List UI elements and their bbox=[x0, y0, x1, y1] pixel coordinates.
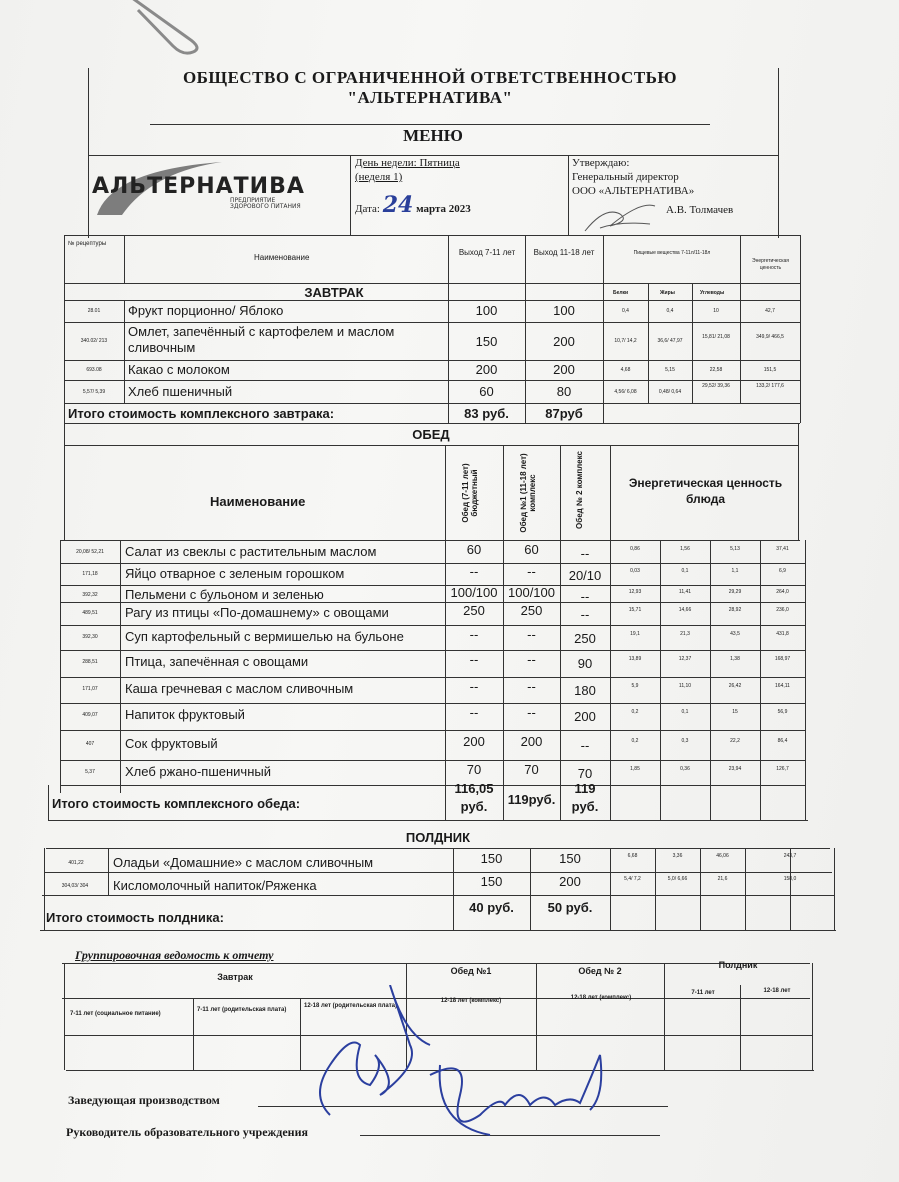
divider bbox=[88, 68, 89, 238]
lunch-cell-b: 200 bbox=[520, 734, 543, 749]
lunch-cell-f: 0,36 bbox=[680, 766, 690, 772]
divider bbox=[64, 445, 798, 446]
divider bbox=[503, 445, 504, 540]
lunch-cell-c: 70 bbox=[577, 766, 593, 781]
grouping-col-parent-12-18: 12-18 лет (родительская плата) bbox=[304, 1003, 398, 1009]
lunch-cell-rec: 288,51 bbox=[82, 659, 98, 665]
lunch-cell-a: -- bbox=[469, 705, 479, 720]
divider bbox=[60, 563, 805, 564]
lunch-cell-p: 0,03 bbox=[630, 568, 640, 574]
grouping-col-social: 7-11 лет (социальное питание) bbox=[70, 1011, 161, 1017]
lunch-cell-cb: 26,42 bbox=[728, 683, 742, 689]
lunch-cell-c: -- bbox=[580, 738, 590, 753]
col-header-lunch-budget: Обед (7-11 лет) бюджетный bbox=[461, 463, 479, 523]
divider bbox=[610, 540, 611, 820]
lunch-cell-e: 168,97 bbox=[774, 656, 791, 662]
col-header-output-11-18: Выход 11-18 лет bbox=[533, 248, 595, 257]
director-signature-icon bbox=[580, 196, 660, 236]
divider bbox=[60, 650, 805, 651]
sub-header-carbs: Углеводы bbox=[700, 290, 725, 296]
lunch-cell-c: -- bbox=[580, 546, 590, 561]
divider bbox=[445, 445, 446, 540]
lunch-cell-name: Каша гречневая с маслом сливочным bbox=[125, 681, 354, 696]
divider bbox=[46, 848, 830, 849]
divider bbox=[44, 848, 45, 930]
lunch-cell-p: 15,71 bbox=[628, 607, 642, 613]
lunch-cell-cb: 5,13 bbox=[730, 546, 740, 552]
lunch-cell-p: 0,86 bbox=[630, 546, 640, 552]
section-breakfast: ЗАВТРАК bbox=[304, 285, 364, 300]
approval-block: Утверждаю: Генеральный директор ООО «АЛЬТЕРНАТИВА» bbox=[572, 157, 695, 197]
lunch-cell-name: Суп картофельный с вермишелью на бульоне bbox=[125, 629, 404, 644]
lunch-cell-rec: 5,37 bbox=[85, 769, 95, 775]
lunch-cell-cb: 29,29 bbox=[728, 589, 742, 595]
grouping-col-lunch-2: 12-18 лет (комплекс) bbox=[570, 995, 632, 1001]
divider bbox=[60, 730, 805, 731]
divider bbox=[60, 585, 805, 586]
divider bbox=[610, 445, 611, 540]
lunch-cell-a: -- bbox=[469, 564, 479, 579]
lunch-cell-cb: 28,92 bbox=[728, 607, 742, 613]
divider bbox=[700, 848, 701, 930]
col-header-lunch-1: Обед №1 (11-18 лет) комплекс bbox=[519, 453, 537, 533]
org-line-1: ОБЩЕСТВО С ОГРАНИЧЕННОЙ ОТВЕТСТВЕННОСТЬЮ bbox=[182, 68, 678, 87]
divider bbox=[664, 963, 665, 1070]
snack-total-label: Итого стоимость полдника: bbox=[46, 910, 224, 925]
divider bbox=[60, 677, 805, 678]
divider bbox=[124, 300, 125, 403]
divider bbox=[42, 895, 834, 896]
lunch-total-label: Итого стоимость комплексного обеда: bbox=[52, 796, 301, 811]
logo bbox=[92, 160, 327, 222]
lunch-cell-rec: 407 bbox=[85, 741, 95, 747]
lunch-cell-name: Птица, запечённая с овощами bbox=[125, 654, 309, 669]
lunch-cell-p: 5,9 bbox=[631, 683, 639, 689]
divider bbox=[64, 235, 65, 423]
divider bbox=[660, 540, 661, 820]
lunch-cell-p: 0,2 bbox=[631, 738, 639, 744]
lunch-cell-rec: 409,07 bbox=[82, 712, 98, 718]
grouping-snack: Полдник bbox=[718, 960, 758, 970]
lunch-cell-cb: 15 bbox=[732, 709, 738, 715]
divider bbox=[44, 872, 832, 873]
lunch-cell-e: 264,0 bbox=[776, 589, 789, 595]
snack-total-7-11: 40 руб. bbox=[469, 900, 514, 915]
divider bbox=[193, 998, 194, 1070]
lunch-cell-b: -- bbox=[527, 705, 536, 720]
lunch-cell-f: 21,3 bbox=[680, 631, 690, 637]
col-header-recipe: № рецептуры bbox=[68, 241, 107, 247]
grouping-breakfast: Завтрак bbox=[217, 972, 253, 982]
divider bbox=[790, 848, 791, 930]
lunch-cell-f: 0,3 bbox=[681, 738, 689, 744]
grouping-col-snack-12-18: 12-18 лет bbox=[763, 988, 791, 994]
lunch-cell-p: 12,93 bbox=[628, 589, 642, 595]
lunch-cell-a: -- bbox=[469, 652, 479, 667]
col-header-output-7-11: Выход 7-11 лет bbox=[458, 248, 516, 257]
menu-sheet: ОБЩЕСТВО С ОГРАНИЧЕННОЙ ОТВЕТСТВЕННОСТЬЮ "АЛЬТЕРНАТИВА" МЕНЮ АЛЬТЕРНАТИВА ПРЕДПРИЯТИЕ ЗДОРОВОГО ПИТАНИЯ День недели: Пятница (неделя 1) Дата: 24 марта 2023 Утверждаю: Генеральный директор ООО «АЛЬТЕРНАТИВА» А.В. Толмачев № рецептуры Наименование Выход 7-11 лет Выход 11-18 лет Пищевые вещества 7-11л/11-18л Энергетическая ценность ЗАВТРАК Белки Жиры Углеводы 28.01 Фрукт порционно/ Яблоко 100 100 0,4 0,4 10 42,7 340.02/ 213 Омлет, запечённый с картофелем и маслом сливочным 150 200 10,7/ 14,2 36,6/ 47,97 15,81/ 21,08 349,9/ 466,5 693.08 Какао с молоком 200 200 4,68 5,15 22,58 151,5 5,57/ 5,39 Хлеб пшеничный 60 80 4,56/ 6,08 0,48/ 0,64 29,52/ 39,36 133,2/ 177,6 Итого стоимость комплексного завтрака: 83 руб. 87руб ОБЕД Наименование Обед (7-11 лет) бюджетный Обед №1 (11-18 лет) комплекс Обед № 2 комплекс Энергетическая ценность блюда 20,08/ 52,21 Салат из свеклы с растительным маслом 60 60 -- 0,86 1,56 5,13 37,41 171,18 Яйцо отварное с зеленым горошком -- -- 20/10 0,03 0,1 1,1 6,9 392,32 Пельмени с бульоном и зеленью 100/100 100/100 -- 12,93 11,41 29,29 264,0 489,51 Рагу из птицы «По-домашнему» с овощами 250 250 -- 15,71 14,66 28,92 236,0 392,30 Суп картофельный с вермишелью на бульоне -- -- 250 19,1 21,3 43,5 431,8 288,51 Птица, запечённая с овощами -- -- 90 13,89 12,37 1,38 168,97 171,07 Каша гречневая с маслом сливочным -- -- 180 5,9 11,10 26,42 164,11 409,07 Напиток фруктовый -- -- 200 0,2 0,1 15 56,9 407 Сок фруктовый 200 200 -- 0,2 0,3 22,2 86,4 5,37 Хлеб ржано-пшеничный 70 70 70 1,85 0,36 23,94 126,7 Итого стоимость комплексного обеда: 116,05 руб. 119руб. 119 руб. ПОЛДНИК 401,22 Оладьи «Домашние» с маслом сливочным 150 150 6,68 3,36 46,06 243,7 304,03/ 304 Кисломолочный напиток/Ряженка 150 200 5,4/ 7,2 5,0/ 6,66 21,6 158,0 Итого стоимость полдника: 40 руб. 50 руб. Группировочная ведомость к отчету Завтрак Обед №1 Обед № 2 Полдник 7-11 лет (социальное питание) 7-11 лет (родительская плата) 12-18 лет (родительская плата) 12-18 лет (комплекс) 12-18 лет (комплекс) 7-11 лет 12-18 лет Заведующая производством Руководитель образовательного учреждения bbox=[0, 0, 899, 1182]
divider bbox=[560, 445, 561, 540]
sub-header-fats: Жиры bbox=[660, 290, 675, 296]
col-header-energy: Энергетическая ценность блюда bbox=[628, 476, 783, 506]
lunch-cell-e: 37,41 bbox=[776, 546, 789, 552]
handwritten-date: 24 bbox=[382, 192, 414, 218]
lunch-cell-cb: 1,38 bbox=[730, 656, 740, 662]
divider bbox=[64, 380, 800, 381]
lunch-cell-a: -- bbox=[469, 679, 479, 694]
divider bbox=[150, 124, 710, 125]
lunch-cell-f: 11,10 bbox=[678, 683, 692, 689]
lunch-cell-f: 14,66 bbox=[678, 607, 692, 613]
divider bbox=[64, 283, 800, 284]
logo-text: АЛЬТЕРНАТИВА bbox=[92, 174, 305, 199]
col-header-nutrients: Пищевые вещества 7-11л/11-18л bbox=[633, 250, 711, 256]
divider bbox=[800, 235, 801, 423]
divider bbox=[124, 235, 125, 283]
menu-title: МЕНЮ bbox=[403, 126, 463, 145]
lunch-cell-c: -- bbox=[580, 589, 590, 604]
lunch-cell-cb: 23,94 bbox=[728, 766, 742, 772]
lunch-cell-name: Рагу из птицы «По-домашнему» с овощами bbox=[125, 605, 389, 620]
divider bbox=[64, 423, 800, 424]
divider bbox=[64, 403, 800, 404]
divider bbox=[60, 785, 805, 786]
lunch-cell-p: 0,2 bbox=[631, 709, 639, 715]
breakfast-total-label: Итого стоимость комплексного завтрака: bbox=[68, 406, 335, 421]
org-name bbox=[120, 68, 740, 108]
lunch-cell-b: -- bbox=[527, 627, 536, 642]
lunch-cell-b: -- bbox=[527, 564, 536, 579]
menu-date: Дата: 24 марта 2023 bbox=[355, 192, 471, 218]
lunch-cell-name: Сок фруктовый bbox=[125, 736, 218, 751]
divider bbox=[710, 540, 711, 820]
divider bbox=[745, 848, 746, 930]
grouping-col-parent-7-11: 7-11 лет (родительская плата) bbox=[197, 1007, 287, 1013]
lunch-cell-c: 180 bbox=[574, 683, 596, 698]
lunch-cell-b: 250 bbox=[520, 603, 543, 618]
director-name: А.В. Толмачев bbox=[666, 204, 734, 216]
divider bbox=[108, 848, 109, 895]
lunch-cell-name: Напиток фруктовый bbox=[125, 707, 245, 722]
lunch-cell-cb: 1,1 bbox=[731, 568, 739, 574]
production-head-label: Заведующая производством bbox=[68, 1093, 220, 1107]
lunch-cell-a: -- bbox=[469, 627, 479, 642]
lunch-cell-f: 1,56 bbox=[680, 546, 690, 552]
lunch-cell-b: -- bbox=[527, 679, 536, 694]
school-head-label: Руководитель образовательного учреждения bbox=[66, 1125, 308, 1139]
lunch-cell-name: Яйцо отварное с зеленым горошком bbox=[125, 566, 345, 581]
divider bbox=[48, 785, 49, 820]
divider bbox=[64, 360, 800, 361]
lunch-cell-f: 0,1 bbox=[681, 568, 689, 574]
lunch-cell-rec: 392,32 bbox=[82, 592, 98, 598]
grouping-title: Группировочная ведомость к отчету bbox=[75, 948, 274, 962]
day-of-week: День недели: Пятница (неделя 1) bbox=[355, 157, 460, 183]
lunch-cell-p: 19,1 bbox=[630, 631, 640, 637]
lunch-cell-cb: 43,5 bbox=[730, 631, 740, 637]
divider bbox=[40, 930, 836, 931]
lunch-cell-p: 13,89 bbox=[628, 656, 642, 662]
grouping-lunch-1: Обед №1 bbox=[450, 966, 492, 976]
lunch-cell-b: 70 bbox=[524, 762, 539, 777]
lunch-cell-a: 200 bbox=[463, 734, 485, 749]
divider bbox=[60, 625, 805, 626]
sub-header-proteins: Белки bbox=[613, 290, 629, 296]
lunch-cell-e: 6,9 bbox=[779, 568, 786, 574]
lunch-cell-e: 164,11 bbox=[775, 683, 790, 689]
lunch-cell-name: Хлеб ржано-пшеничный bbox=[125, 764, 271, 779]
lunch-cell-e: 431,8 bbox=[776, 631, 789, 637]
lunch-cell-rec: 489,51 bbox=[82, 610, 98, 616]
lunch-cell-rec: 20,08/ 52,21 bbox=[76, 549, 104, 555]
lunch-total-2: 119 руб. bbox=[571, 781, 599, 814]
lunch-cell-rec: 392,30 bbox=[82, 634, 98, 640]
divider bbox=[60, 703, 805, 704]
divider bbox=[60, 540, 61, 793]
col-header-energy: Энергетическая ценность bbox=[752, 258, 789, 271]
lunch-cell-c: 20/10 bbox=[568, 568, 602, 583]
divider bbox=[120, 540, 121, 793]
lunch-cell-a: 60 bbox=[466, 542, 482, 557]
divider bbox=[60, 540, 800, 541]
divider bbox=[805, 540, 806, 820]
lunch-cell-rec: 171,18 bbox=[82, 571, 98, 577]
section-lunch: ОБЕД bbox=[412, 427, 450, 442]
lunch-cell-b: 100/100 bbox=[508, 585, 555, 600]
lunch-cell-f: 12,37 bbox=[678, 656, 692, 662]
lunch-cell-c: 200 bbox=[574, 709, 596, 724]
lunch-cell-name: Салат из свеклы с растительным маслом bbox=[125, 544, 377, 559]
grouping-lunch-2: Обед № 2 bbox=[578, 966, 622, 976]
breakfast-total-11-18: 87руб bbox=[545, 406, 583, 421]
col-header-lunch-2: Обед № 2 комплекс bbox=[575, 451, 584, 529]
logo-subtitle: ПРЕДПРИЯТИЕ ЗДОРОВОГО ПИТАНИЯ bbox=[230, 197, 301, 210]
lunch-cell-f: 11,41 bbox=[678, 589, 692, 595]
divider bbox=[64, 300, 800, 301]
lunch-cell-c: 90 bbox=[577, 656, 593, 671]
lunch-cell-a: 250 bbox=[463, 603, 485, 618]
divider bbox=[64, 235, 800, 236]
divider bbox=[568, 155, 569, 235]
divider bbox=[798, 423, 799, 540]
lunch-cell-e: 126,7 bbox=[776, 766, 789, 772]
col-header-name: Наименование bbox=[254, 253, 310, 262]
org-line-2: "АЛЬТЕРНАТИВА" bbox=[347, 88, 513, 107]
divider bbox=[812, 963, 813, 1070]
lunch-total-budget: 116,05 руб. bbox=[454, 781, 494, 814]
lunch-cell-cb: 22,2 bbox=[730, 738, 740, 744]
lunch-cell-b: -- bbox=[527, 652, 536, 667]
lunch-cell-c: -- bbox=[580, 607, 590, 622]
breakfast-total-7-11: 83 руб. bbox=[464, 406, 509, 421]
lunch-cell-e: 56,9 bbox=[777, 709, 788, 715]
divider bbox=[834, 848, 835, 930]
lunch-cell-p: 1,85 bbox=[630, 766, 640, 772]
snack-total-11-18: 50 руб. bbox=[547, 900, 593, 915]
divider bbox=[60, 760, 805, 761]
divider bbox=[740, 235, 741, 403]
divider bbox=[48, 820, 808, 821]
divider bbox=[64, 322, 800, 323]
section-snack: ПОЛДНИК bbox=[405, 830, 471, 845]
lunch-cell-e: 86,4 bbox=[777, 738, 788, 744]
lunch-cell-f: 0,1 bbox=[681, 709, 689, 715]
divider bbox=[350, 155, 351, 235]
lunch-cell-rec: 171,07 bbox=[82, 686, 98, 692]
lunch-cell-name: Пельмени с бульоном и зеленью bbox=[125, 587, 324, 602]
col-header-name: Наименование bbox=[210, 494, 306, 509]
lunch-cell-c: 250 bbox=[574, 631, 596, 646]
lunch-cell-a: 100/100 bbox=[450, 585, 498, 600]
grouping-col-snack-7-11: 7-11 лет bbox=[691, 990, 715, 996]
lunch-total-1: 119руб. bbox=[507, 792, 556, 807]
grouping-col-lunch-1: 12-18 лет (комплекс) bbox=[440, 998, 502, 1004]
handwritten-signature-icon bbox=[290, 985, 620, 1145]
lunch-cell-a: 70 bbox=[466, 762, 482, 777]
lunch-cell-e: 236,0 bbox=[776, 607, 789, 613]
divider bbox=[655, 848, 656, 930]
divider bbox=[778, 68, 779, 238]
divider bbox=[610, 848, 611, 930]
divider bbox=[740, 985, 741, 1070]
divider bbox=[760, 540, 761, 820]
divider bbox=[60, 602, 805, 603]
lunch-cell-b: 60 bbox=[524, 542, 539, 557]
paperclip-icon bbox=[118, 0, 208, 60]
